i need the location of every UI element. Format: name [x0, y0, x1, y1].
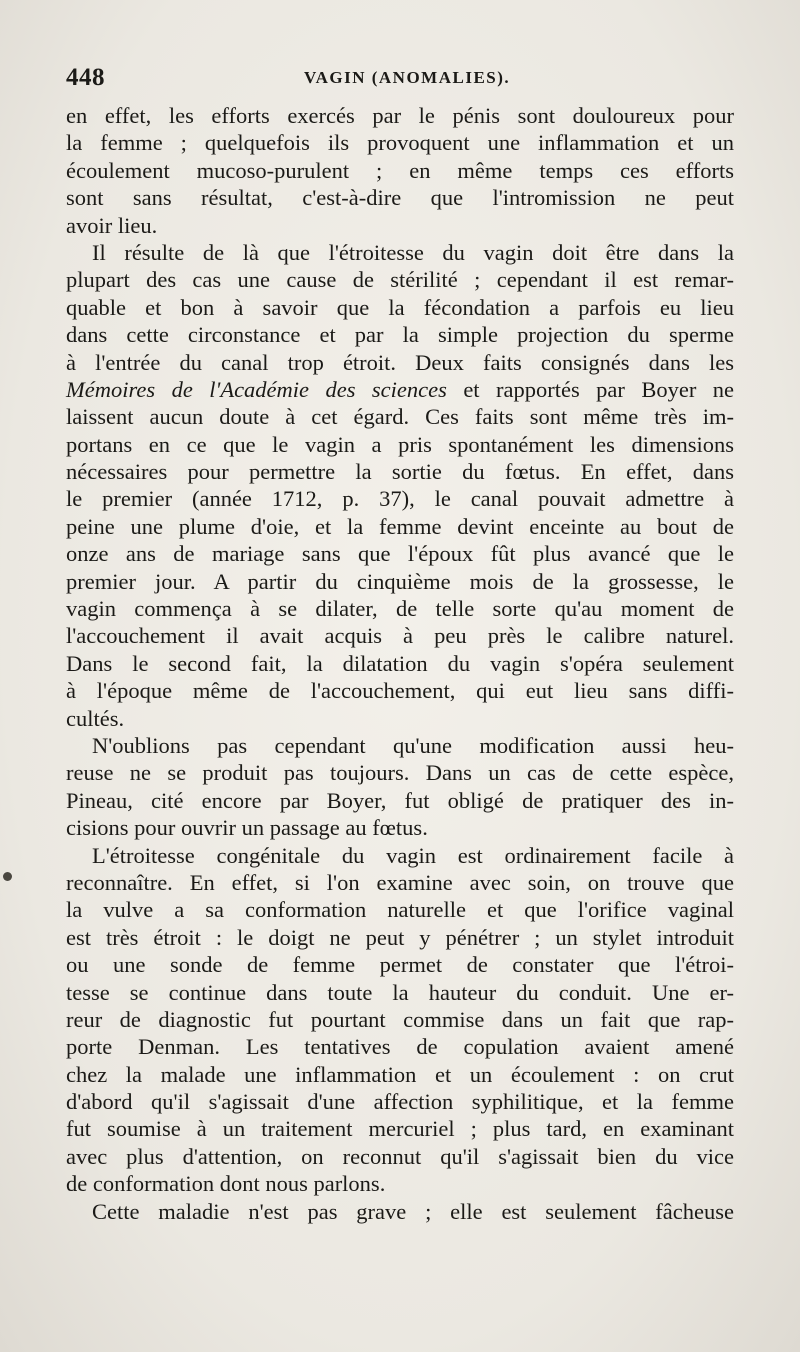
text-line: de conformation dont nous parlons.	[66, 1171, 386, 1197]
text-line: onze ans de mariage sans que l'époux fût plus avancé que le	[66, 541, 734, 567]
text-line: avec plus d'attention, on reconnut qu'il s'agissait bien du vice	[66, 1143, 734, 1169]
text-line: premier jour. A partir du cinquième mois de la grossesse, le	[66, 568, 734, 594]
text-line: Pineau, cité encore par Boyer, fut obligé de pratiquer des in-	[66, 787, 734, 813]
text-line: l'accouchement il avait acquis à peu près le calibre naturel.	[66, 623, 734, 649]
text-line: dans cette circonstance et par la simple projection du sperme	[66, 322, 734, 348]
italic-citation: Mémoires de l'Académie des sciences	[66, 376, 447, 402]
text-line: écoulement mucoso-purulent ; en même temps ces efforts	[66, 157, 734, 183]
text-line: ou une sonde de femme permet de constater que l'étroi-	[66, 952, 734, 978]
text-line: avoir lieu.	[66, 212, 158, 238]
text-line: chez la malade une inflammation et un écoulement : on crut	[66, 1061, 734, 1087]
text-line: à l'époque même de l'accouchement, qui eut lieu sans diffi-	[66, 678, 734, 704]
text-line: reuse ne se produit pas toujours. Dans un cas de cette espèce,	[66, 760, 734, 786]
running-title: VAGIN (ANOMALIES).	[304, 68, 511, 87]
page-number: 448	[66, 64, 105, 91]
text-line: à l'entrée du canal trop étroit. Deux faits consignés dans les	[66, 349, 734, 375]
text-line: sont sans résultat, c'est-à-dire que l'intromission ne peut	[66, 185, 734, 211]
text-line: vagin commença à se dilater, de telle sorte qu'au moment de	[66, 596, 734, 622]
text-line: plupart des cas une cause de stérilité ; cependant il est remar-	[66, 267, 734, 293]
paragraph-start-line: Il résulte de là que l'étroitesse du vagin doit être dans la	[92, 239, 734, 265]
text-line: nécessaires pour permettre la sortie du fœtus. En effet, dans	[66, 459, 734, 485]
text-line: reur de diagnostic fut pourtant commise dans un fait que rap-	[66, 1006, 734, 1032]
text-line: la femme ; quelquefois ils provoquent une inflammation et un	[66, 130, 734, 156]
text-line: Dans le second fait, la dilatation du vagin s'opéra seulement	[66, 650, 734, 676]
text-line: portans en ce que le vagin a pris spontanément les dimensions	[66, 431, 734, 457]
text-line: le premier (année 1712, p. 37), le canal pouvait admettre à	[66, 486, 734, 512]
text-line: fut soumise à un traitement mercuriel ; plus tard, en examinant	[66, 1116, 734, 1142]
text-line: cultés.	[66, 705, 125, 731]
text-line: reconnaître. En effet, si l'on examine avec soin, on trouve que	[66, 869, 734, 895]
text-line: est très étroit : le doigt ne peut y pénétrer ; un stylet introduit	[66, 924, 734, 950]
text-line: la vulve a sa conformation naturelle et que l'orifice vaginal	[66, 897, 734, 923]
paragraph-start-line: L'étroitesse congénitale du vagin est ordinairement facile à	[92, 842, 734, 868]
text-line: en effet, les efforts exercés par le pénis sont douloureux pour	[66, 103, 734, 128]
text-line: cisions pour ouvrir un passage au fœtus.	[66, 815, 428, 841]
body-text	[66, 102, 734, 1225]
page-header	[66, 62, 734, 96]
text-line: quable et bon à savoir que la fécondation a parfois eu lieu	[66, 294, 734, 320]
text-line: porte Denman. Les tentatives de copulation avaient amené	[66, 1034, 734, 1060]
paragraph-start-line: N'oublions pas cependant qu'une modification aussi heu-	[92, 732, 734, 758]
citation-continuation: et rapportés par Boyer ne	[446, 376, 734, 402]
text-line: d'abord qu'il s'agissait d'une affection syphilitique, et la femme	[66, 1089, 734, 1115]
text-line-with-citation	[66, 376, 734, 403]
margin-ink-dot	[3, 872, 12, 881]
text-line: laissent aucun doute à cet égard. Ces faits sont même très im-	[66, 404, 734, 430]
text-line: peine une plume d'oie, et la femme devint enceinte au bout de	[66, 513, 734, 539]
paragraph-start-line: Cette maladie n'est pas grave ; elle est seulement fâcheuse	[92, 1198, 734, 1224]
text-line: tesse se continue dans toute la hauteur du conduit. Une er-	[66, 979, 734, 1005]
